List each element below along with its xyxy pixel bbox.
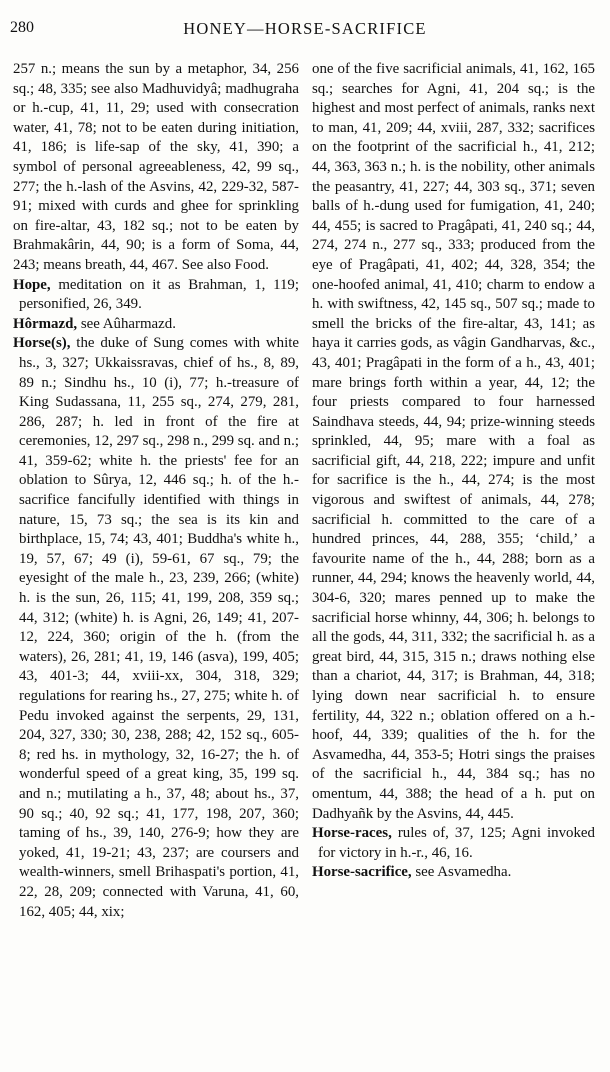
entry-horse-continuation: one of the five sacrificial animals, 41, 162, 165 sq.; searches for Agni, 41, 204 sq.; is the highest and most perfect of animals, ranks next to man, 41, 209; 44, xviii, 287, 332; sacrifices on the footprint of the sacrificial h., 41, 212; 44, 363, 363 n.; h. is the nobility, other animals the peasantry, 41, 227; 44, 303 sq., 371; seven balls of h.-dung used for fumigation, 41, 240; 44, 455; is sacred to Pragâpati, 41, 240 sq.; 44, 274, 274 n., 277 sq., 333; produced from the eye of Pragâpati, 41, 402; 44, 328, 354; the one-hoofed animal, 41, 410; charm to endow a h. with swiftness, 42, 145 sq., 507 sq.; made to smell the bricks of the fire-altar, 43, 141; as haya it carries gods, as vâgin Gandharvas, &c., 43, 401; Pragâpati in the form of a h., 43, 401; mare brings forth within a year, 44, 12; the four priests compared to four harnessed Saindhava steeds, 44, 94; prize-winning steeds sprinkled, 44, 95; mare with a foal as sacrificial gift, 44, 218, 222; impure and unfit for sacrifice is the h., 44, 274; is the most vigorous and swiftest of animals, 44, 278; sacrificial h. committed to the care of a hundred princes, 44, 288, 355; ‘child,’ a favourite name of the h., 44, 288; born as a runner, 44, 294; knows the heavenly world, 44, 304-6, 320; mares penned up to make the sacrificial horse whinny, 44, 306; h. belongs to all the gods, 44, 311, 332; the sacrificial h. as a great bird, 44, 315, 315 n.; draws nothing else than a chariot, 44, 317; is Brahman, 44, 318; lying down near sacrificial h. to ensure fertility, 44, 322 n.; oblation offered on a h.-hoof, 44, 339; qualities of the h. for the Asvamedha, 44, 353-5; Hotri sings the praises of the sacrificial h., 44, 384 sq.; has no omentum, 44, 388; the head of a h. put on Dadhyañk by the Asvins, 44, 445.	[312, 61, 595, 822]
entry-hormazd	[13, 315, 299, 335]
entry-horse-races	[312, 824, 595, 863]
page-header	[0, 19, 610, 43]
entry-text: meditation on it as Brahman, 1, 119; personified, 26, 349.	[19, 276, 299, 313]
right-column	[312, 60, 595, 883]
left-column	[13, 60, 299, 922]
page-number: 280	[10, 19, 34, 36]
headword: Hôrmazd,	[13, 315, 78, 332]
headword: Horse-sacrifice,	[312, 864, 412, 881]
entry-text: the duke of Sung comes with white hs., 3, 327; Ukkaissravas, chief of hs., 8, 89, 89 n.; Sindhu hs., 10 (i), 77; h.-treasure of King Sudassana, 11, 255 sq., 274, 279, 281, 286, 287; h. led in front of the fire at ceremonies, 12, 297 sq., 298 n., 299 sq. and n.; 41, 359-62; white h. the priests' fee for an oblation to Sûrya, 12, 446 sq.; h. of the h.-sacrifice fancifully identified with things in nature, 15, 73 sq.; the sea is its kin and birthplace, 15, 74; 43, 401; Buddha's white h., 19, 57, 67; 49 (i), 59-61, 67 sq., 79; the eyesight of the male h., 23, 239, 266; (white) h. is the sun, 26, 115; 41, 199, 208, 359 sq.; 44, 312; (white) h. is Agni, 26, 149; 41, 207-12, 224, 360; origin of the h. (from the waters), 26, 281; 41, 19, 146 (asva), 199, 405; 43, 401-3; 44, xviii-xx, 304, 318, 329; regulations for rearing hs., 27, 275; white h. of Pedu invoked against the serpents, 29, 131, 204, 327, 330; 30, 238, 288; 42, 152 sq., 605-8; red hs. in mythology, 32, 16-27; the h. of wonderful speed of a great king, 35, 199 sq. and n.; mutilating a h., 37, 48; about hs., 37, 90 sq.; 40, 92 sq.; 41, 177, 198, 207, 360; taming of hs., 39, 140, 276-9; how they are yoked, 41, 19-21; 43, 237; are coursers and wealth-winners, smell Brihaspati's portion, 41, 22, 28, 209; connected with Varuna, 41, 60, 162, 405; 44, xix;	[19, 335, 299, 920]
running-title: HONEY—HORSE-SACRIFICE	[183, 19, 427, 38]
headword: Horse(s),	[13, 335, 71, 352]
entry-honey-continuation: 257 n.; means the sun by a metaphor, 34, 256 sq.; 48, 335; see also Madhuvidyâ; madhugraha or h.-cup, 41, 11, 29; used with consecration water, 41, 78; not to be eaten during initiation, 41, 186; is life-sap of the sky, 41, 390; a symbol of personal agreeableness, 42, 99 sq., 277; the h.-lash of the Asvins, 42, 229-32, 587-91; mixed with curds and ghee for sprinkling on fire-altar, 43, 182 sq.; not to be eaten by Brahmakârin, 44, 90; is a form of Soma, 44, 243; means breath, 44, 467. See also Food.	[13, 61, 299, 273]
headword: Horse-races,	[312, 825, 392, 842]
entry-text: see Aûharmazd.	[77, 315, 176, 332]
entry-text: see Asvamedha.	[411, 864, 512, 881]
headword: Hope,	[13, 276, 51, 293]
entry-horse-sacrifice	[312, 863, 595, 883]
entry-horse	[13, 334, 299, 922]
entry-text: rules of, 37, 125; Agni invoked for victory in h.-r., 46, 16.	[318, 825, 595, 861]
entry-hope	[13, 276, 299, 315]
